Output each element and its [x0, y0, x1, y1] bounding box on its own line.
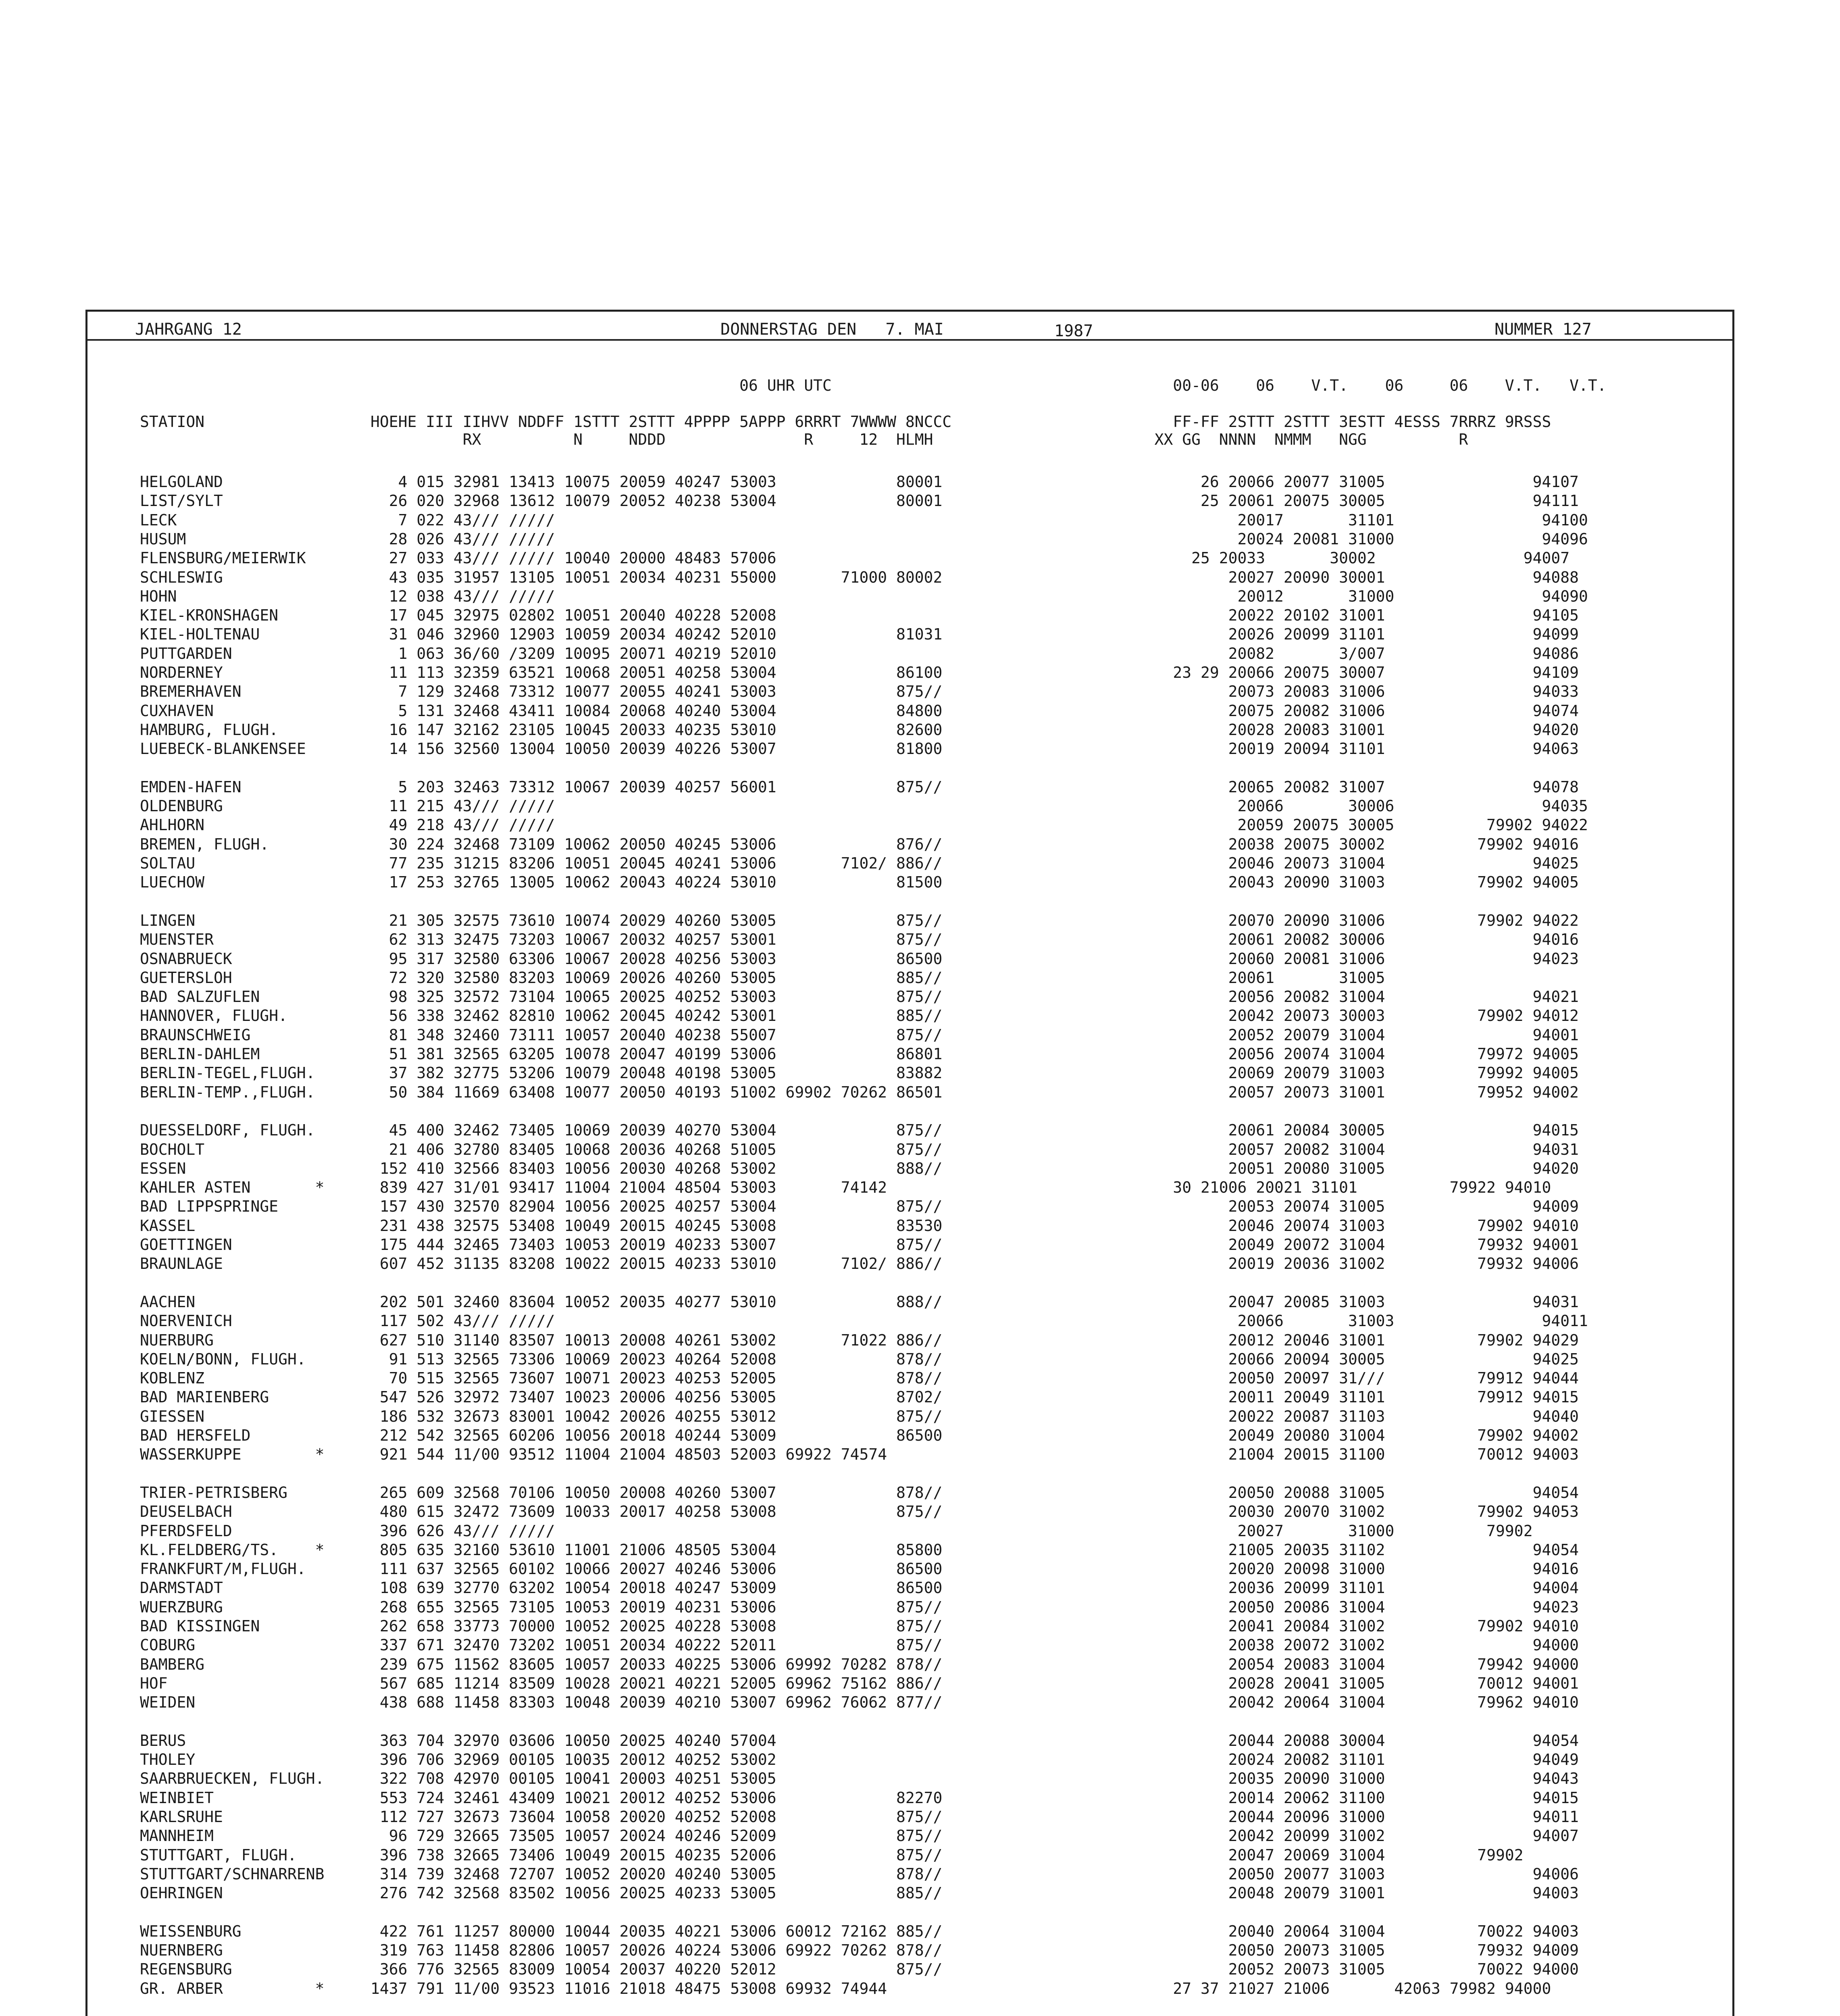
station-row: COBURG 337 671 32470 73202 10051 20034 40222 52011 875// 20038 20072 31002 94000 [140, 1636, 1579, 1654]
station-row: ESSEN 152 410 32566 83403 10056 20030 40268 53002 888// 20051 20080 31005 94020 [140, 1159, 1579, 1177]
station-row: STUTTGART, FLUGH. 396 738 32665 73406 10049 20015 40235 52006 875// 20047 20069 31004 79902 [140, 1846, 1524, 1864]
station-row: WEISSENBURG 422 761 11257 80000 10044 20035 40221 53006 60012 72162 885// 20040 20064 31004 70022 94003 [140, 1922, 1579, 1940]
station-row: LIST/SYLT 26 020 32968 13612 10079 20052 40238 53004 80001 25 20061 20075 30005 94111 [140, 492, 1579, 510]
jahrgang-label: JAHRGANG 12 [135, 320, 242, 339]
station-row: SCHLESWIG 43 035 31957 13105 10051 20034 40231 55000 71000 80002 20027 20090 30001 94088 [140, 568, 1579, 586]
station-row: LUEBECK-BLANKENSEE 14 156 32560 13004 10050 20039 40226 53007 81800 20019 20094 31101 94063 [140, 740, 1579, 758]
station-row: BAD KISSINGEN 262 658 33773 70000 10052 20025 40228 53008 875// 20041 20084 31002 79902 94010 [140, 1617, 1579, 1635]
station-row: WASSERKUPPE * 921 544 11/00 93512 11004 21004 48503 52003 69922 74574 21004 20015 31100 70012 94003 [140, 1445, 1579, 1464]
station-row: HOF 567 685 11214 83509 10028 20021 40221 52005 69962 75162 886// 20028 20041 31005 70012 94001 [140, 1674, 1579, 1692]
station-row: SOLTAU 77 235 31215 83206 10051 20045 40241 53006 7102/ 886// 20046 20073 31004 94025 [140, 854, 1579, 872]
station-row: BAD SALZUFLEN 98 325 32572 73104 10065 20025 40252 53003 875// 20056 20082 31004 94021 [140, 988, 1579, 1006]
station-row: CUXHAVEN 5 131 32468 43411 10084 20068 40240 53004 84800 20075 20082 31006 94074 [140, 702, 1579, 720]
station-row: LECK 7 022 43/// ///// 20017 31101 94100 [140, 511, 1588, 529]
station-row: BERLIN-DAHLEM 51 381 32565 63205 10078 20047 40199 53006 86801 20056 20074 31004 79972 94005 [140, 1045, 1579, 1063]
station-row: KAHLER ASTEN * 839 427 31/01 93417 11004 21004 48504 53003 74142 30 21006 20021 31101 79922 94010 [140, 1179, 1551, 1197]
station-row: HAMBURG, FLUGH. 16 147 32162 23105 10045 20033 40235 53010 82600 20028 20083 31001 94020 [140, 721, 1579, 739]
station-row: AHLHORN 49 218 43/// ///// 20059 20075 30005 79902 94022 [140, 816, 1588, 834]
column-header-line-1: 06 UHR UTC 00-06 06 V.T. 06 06 V.T. V.T. [140, 377, 1607, 394]
station-row: DARMSTADT 108 639 32770 63202 10054 20018 40247 53009 86500 20036 20099 31101 94004 [140, 1579, 1579, 1597]
station-row: BOCHOLT 21 406 32780 83405 10068 20036 40268 51005 875// 20057 20082 31004 94031 [140, 1140, 1579, 1158]
station-row: REGENSBURG 366 776 32565 83009 10054 20037 40220 52012 875// 20052 20073 31005 70022 94000 [140, 1960, 1579, 1979]
station-row: WEIDEN 438 688 11458 83303 10048 20039 40210 53007 69962 76062 877// 20042 20064 31004 79962 94010 [140, 1693, 1579, 1712]
year-label: 1987 [1054, 322, 1093, 340]
station-row: LINGEN 21 305 32575 73610 10074 20029 40260 53005 875// 20070 20090 31006 79902 94022 [140, 911, 1579, 929]
station-row: KOELN/BONN, FLUGH. 91 513 32565 73306 10069 20023 40264 52008 878// 20066 20094 30005 94025 [140, 1350, 1579, 1368]
station-row: BAD LIPPSPRINGE 157 430 32570 82904 10056 20025 40257 53004 875// 20053 20074 31005 94009 [140, 1198, 1579, 1216]
station-row: GUETERSLOH 72 320 32580 83203 10069 20026 40260 53005 885// 20061 31005 [140, 968, 1385, 987]
station-row: KASSEL 231 438 32575 53408 10049 20015 40245 53008 83530 20046 20074 31003 79902 94010 [140, 1216, 1579, 1235]
station-row: GIESSEN 186 532 32673 83001 10042 20026 40255 53012 875// 20022 20087 31103 94040 [140, 1407, 1579, 1425]
station-row: OSNABRUECK 95 317 32580 63306 10067 20028 40256 53003 86500 20060 20081 31006 94023 [140, 950, 1579, 968]
station-row: KIEL-HOLTENAU 31 046 32960 12903 10059 20034 40242 52010 81031 20026 20099 31101 94099 [140, 625, 1579, 644]
station-row: BREMEN, FLUGH. 30 224 32468 73109 10062 20050 40245 53006 876// 20038 20075 30002 79902 94016 [140, 835, 1579, 853]
station-row: HELGOLAND 4 015 32981 13413 10075 20059 40247 53003 80001 26 20066 20077 31005 94107 [140, 473, 1579, 491]
station-row: FRANKFURT/M,FLUGH. 111 637 32565 60102 10066 20027 40246 53006 86500 20020 20098 31000 94016 [140, 1560, 1579, 1578]
station-row: STUTTGART/SCHNARRENB 314 739 32468 72707 10052 20020 40240 53005 878// 20050 20077 31003 94006 [140, 1865, 1579, 1883]
station-row: BERLIN-TEGEL,FLUGH. 37 382 32775 53206 10079 20048 40198 53005 83882 20069 20079 31003 79992 94005 [140, 1064, 1579, 1082]
station-row: MANNHEIM 96 729 32665 73505 10057 20024 40246 52009 875// 20042 20099 31002 94007 [140, 1827, 1579, 1845]
station-row: HUSUM 28 026 43/// ///// 20024 20081 31000 94096 [140, 530, 1588, 548]
station-row: BERLIN-TEMP.,FLUGH. 50 384 11669 63408 10077 20050 40193 51002 69902 70262 86501 20057 20073 31001 79952 94002 [140, 1083, 1579, 1101]
station-row: HANNOVER, FLUGH. 56 338 32462 82810 10062 20045 40242 53001 885// 20042 20073 30003 79902 94012 [140, 1007, 1579, 1025]
station-row: OEHRINGEN 276 742 32568 83502 10056 20025 40233 53005 885// 20048 20079 31001 94003 [140, 1884, 1579, 1902]
station-row: WEINBIET 553 724 32461 43409 10021 20012 40252 53006 82270 20014 20062 31100 94015 [140, 1789, 1579, 1807]
station-row: BERUS 363 704 32970 03606 10050 20025 40240 57004 20044 20088 30004 94054 [140, 1731, 1579, 1749]
header-rule [87, 339, 1732, 341]
bulletin-frame [85, 310, 1734, 2016]
station-row: KOBLENZ 70 515 32565 73607 10071 20023 40253 52005 878// 20050 20097 31/// 79912 94044 [140, 1369, 1579, 1387]
station-row: BRAUNSCHWEIG 81 348 32460 73111 10057 20040 40238 55007 875// 20052 20079 31004 94001 [140, 1026, 1579, 1044]
station-row: SAARBRUECKEN, FLUGH. 322 708 42970 00105 10041 20003 40251 53005 20035 20090 31000 94043 [140, 1770, 1579, 1788]
station-row: BAMBERG 239 675 11562 83605 10057 20033 40225 53006 69992 70282 878// 20054 20083 31004 79942 94000 [140, 1655, 1579, 1673]
station-row: PUTTGARDEN 1 063 36/60 /3209 10095 20071 40219 52010 20082 3/007 94086 [140, 644, 1579, 662]
date-label: DONNERSTAG DEN 7. MAI [720, 320, 944, 339]
station-row: OLDENBURG 11 215 43/// ///// 20066 30006 94035 [140, 797, 1588, 815]
station-row: TRIER-PETRISBERG 265 609 32568 70106 10050 20008 40260 53007 878// 20050 20088 31005 94054 [140, 1483, 1579, 1502]
station-row: NUERNBERG 319 763 11458 82806 10057 20026 40224 53006 69922 70262 878// 20050 20073 31005 79932 94009 [140, 1941, 1579, 1960]
column-header-line-3: RX N NDDD R 12 HLMH XX GG NNNN NMMM NGG R [140, 431, 1468, 448]
station-row: LUECHOW 17 253 32765 13005 10062 20043 40224 53010 81500 20043 20090 31003 79902 94005 [140, 873, 1579, 891]
station-row: DUESSELDORF, FLUGH. 45 400 32462 73405 10069 20039 40270 53004 875// 20061 20084 30005 94015 [140, 1121, 1579, 1139]
column-header-line-2: STATION HOEHE III IIHVV NDDFF 1STTT 2STTT 4PPPP 5APPP 6RRRT 7WWWW 8NCCC FF-FF 2STTT 2STTT 3ESTT 4ESSS 7RRRZ 9RSSS [140, 413, 1551, 431]
station-row: WUERZBURG 268 655 32565 73105 10053 20019 40231 53006 875// 20050 20086 31004 94023 [140, 1598, 1579, 1616]
nummer-label: NUMMER 127 [1494, 320, 1592, 339]
station-row: PFERDSFELD 396 626 43/// ///// 20027 31000 79902 [140, 1522, 1533, 1540]
station-row: BAD MARIENBERG 547 526 32972 73407 10023 20006 40256 53005 8702/ 20011 20049 31101 79912 94015 [140, 1388, 1579, 1406]
station-row: NUERBURG 627 510 31140 83507 10013 20008 40261 53002 71022 886// 20012 20046 31001 79902 94029 [140, 1331, 1579, 1349]
station-row: BAD HERSFELD 212 542 32565 60206 10056 20018 40244 53009 86500 20049 20080 31004 79902 94002 [140, 1427, 1579, 1444]
station-row: THOLEY 396 706 32969 00105 10035 20012 40252 53002 20024 20082 31101 94049 [140, 1751, 1579, 1769]
station-row: KARLSRUHE 112 727 32673 73604 10058 20020 40252 52008 875// 20044 20096 31000 94011 [140, 1808, 1579, 1826]
station-row: DEUSELBACH 480 615 32472 73609 10033 20017 40258 53008 875// 20030 20070 31002 79902 94053 [140, 1503, 1579, 1521]
station-row: NOERVENICH 117 502 43/// ///// 20066 31003 94011 [140, 1312, 1588, 1330]
station-row: FLENSBURG/MEIERWIK 27 033 43/// ///// 10040 20000 48483 57006 25 20033 30002 94007 [140, 549, 1570, 567]
station-row: NORDERNEY 11 113 32359 63521 10068 20051 40258 53004 86100 23 29 20066 20075 30007 94109 [140, 664, 1579, 681]
station-row: BRAUNLAGE 607 452 31135 83208 10022 20015 40233 53010 7102/ 886// 20019 20036 31002 79932 94006 [140, 1255, 1579, 1273]
station-row: BREMERHAVEN 7 129 32468 73312 10077 20055 40241 53003 875// 20073 20083 31006 94033 [140, 683, 1579, 701]
station-row: KIEL-KRONSHAGEN 17 045 32975 02802 10051 20040 40228 52008 20022 20102 31001 94105 [140, 606, 1579, 625]
station-row: GR. ARBER * 1437 791 11/00 93523 11016 21018 48475 53008 69932 74944 27 37 21027 21006 42063 79982 94000 [140, 1979, 1551, 1997]
station-row: MUENSTER 62 313 32475 73203 10067 20032 40257 53001 875// 20061 20082 30006 94016 [140, 931, 1579, 949]
station-row: HOHN 12 038 43/// ///// 20012 31000 94090 [140, 587, 1588, 605]
station-row: AACHEN 202 501 32460 83604 10052 20035 40277 53010 888// 20047 20085 31003 94031 [140, 1293, 1579, 1311]
station-row: GOETTINGEN 175 444 32465 73403 10053 20019 40233 53007 875// 20049 20072 31004 79932 94001 [140, 1236, 1579, 1254]
station-row: EMDEN-HAFEN 5 203 32463 73312 10067 20039 40257 56001 875// 20065 20082 31007 94078 [140, 778, 1579, 796]
station-row: KL.FELDBERG/TS. * 805 635 32160 53610 11001 21006 48505 53004 85800 21005 20035 31102 94054 [140, 1541, 1579, 1559]
